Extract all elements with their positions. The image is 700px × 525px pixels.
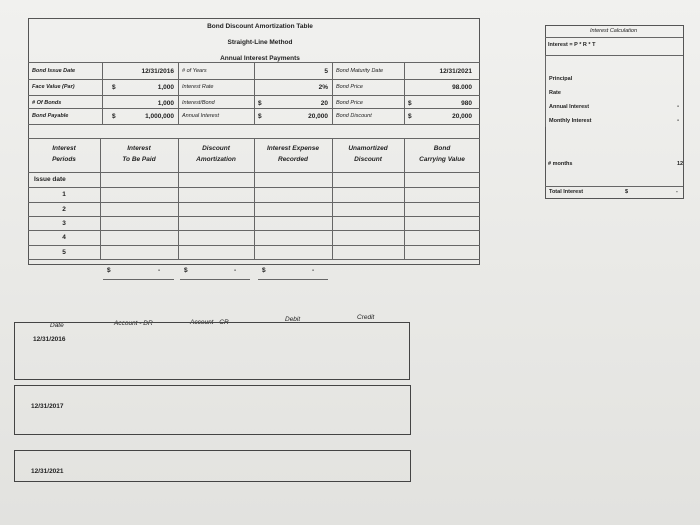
total-interest-dollar: $ xyxy=(625,189,629,195)
info-right-value: 12/31/2021 xyxy=(439,68,472,75)
column-header-line2: To Be Paid xyxy=(122,156,156,163)
interest-calc-title: Interest Calculation xyxy=(589,28,638,34)
column-header-line1: Unamortized xyxy=(348,145,388,152)
journal-date-1: 12/31/2016 xyxy=(33,336,66,343)
period-label: Issue date xyxy=(34,176,66,183)
total-value: - xyxy=(158,267,161,274)
period-number: 1 xyxy=(62,191,66,198)
calc-label: Rate xyxy=(549,90,561,96)
info-mid-label: Bond Price xyxy=(336,84,363,90)
info-dollar: $ xyxy=(112,84,116,91)
info-value: 1,000,000 xyxy=(145,113,174,120)
info-value: 1,000 xyxy=(157,84,174,91)
months-label: # months xyxy=(548,161,573,167)
journal-header: Account - DR xyxy=(114,320,153,327)
column-header-line1: Interest xyxy=(127,145,151,152)
journal-header: Date xyxy=(50,322,64,329)
table-method: Straight-Line Method xyxy=(227,39,293,46)
column-header-line2: Discount xyxy=(354,156,382,163)
info-mid-dollar: $ xyxy=(258,113,262,120)
info-right-value: 20,000 xyxy=(452,113,472,120)
period-number: 5 xyxy=(62,249,66,256)
info-value: 12/31/2016 xyxy=(141,68,174,75)
journal-header: Debit xyxy=(285,316,301,323)
interest-calc-box xyxy=(545,25,684,199)
info-right-value: 98.000 xyxy=(452,84,472,91)
info-sublabel: Annual Interest xyxy=(182,113,219,119)
info-label: Bond Payable xyxy=(32,113,69,119)
info-right-value: 980 xyxy=(461,100,472,107)
period-number: 4 xyxy=(62,234,66,241)
info-mid-value: 20,000 xyxy=(308,113,328,120)
total-interest-value: - xyxy=(676,189,678,195)
column-header-line2: Recorded xyxy=(278,156,308,163)
interest-formula: Interest = P * R * T xyxy=(548,42,596,48)
journal-header: Credit xyxy=(357,314,375,321)
info-mid-value: 5 xyxy=(324,68,328,75)
column-header-line1: Bond xyxy=(433,145,451,152)
total-dollar: $ xyxy=(262,267,266,274)
info-sublabel: Interest Rate xyxy=(182,84,214,90)
total-interest-label: Total Interest xyxy=(549,189,584,195)
calc-label: Annual Interest xyxy=(549,104,590,110)
journal-header: Account - CR xyxy=(190,319,229,326)
info-label: Face Value (Par) xyxy=(32,84,75,90)
total-value: - xyxy=(312,267,315,274)
journal-date-3: 12/31/2021 xyxy=(31,468,64,475)
info-right-dollar: $ xyxy=(408,100,412,107)
info-sublabel: # of Years xyxy=(182,68,207,74)
column-header-line1: Discount xyxy=(202,145,230,152)
journal-entry-box xyxy=(14,385,411,435)
info-mid-value: 20 xyxy=(320,100,328,107)
info-mid-value: 2% xyxy=(318,84,328,91)
monthly-interest-value: - xyxy=(677,117,680,124)
journal-entry-box xyxy=(14,450,411,482)
column-header-line1: Interest xyxy=(52,145,76,152)
months-value: 12 xyxy=(677,161,684,167)
info-mid-label: Bond Price xyxy=(336,100,363,106)
journal-entry-box xyxy=(14,322,410,380)
total-dollar: $ xyxy=(107,267,111,274)
column-header-line1: Interest Expense xyxy=(266,145,320,152)
column-header-line2: Amortization xyxy=(196,156,236,163)
info-label: # Of Bonds xyxy=(32,100,62,106)
info-right-dollar: $ xyxy=(408,113,412,120)
annual-interest-value: - xyxy=(677,103,680,110)
info-sublabel: Interest/Bond xyxy=(182,100,215,106)
column-header-line2: Periods xyxy=(52,156,76,163)
info-mid-label: Bond Maturity Date xyxy=(336,68,384,74)
period-number: 2 xyxy=(62,206,66,213)
table-title: Bond Discount Amortization Table xyxy=(207,23,313,30)
total-value: - xyxy=(234,267,237,274)
info-value: 1,000 xyxy=(157,100,174,107)
calc-label: Principal xyxy=(549,76,573,82)
column-header-line2: Carrying Value xyxy=(419,156,465,163)
info-mid-dollar: $ xyxy=(258,100,262,107)
info-label: Bond Issue Date xyxy=(32,68,76,74)
period-number: 3 xyxy=(62,220,66,227)
journal-date-2: 12/31/2017 xyxy=(31,403,64,410)
info-dollar: $ xyxy=(112,113,116,120)
total-dollar: $ xyxy=(184,267,188,274)
calc-label: Monthly Interest xyxy=(549,118,592,124)
table-subtitle: Annual Interest Payments xyxy=(220,55,300,62)
info-mid-label: Bond Discount xyxy=(336,113,372,119)
